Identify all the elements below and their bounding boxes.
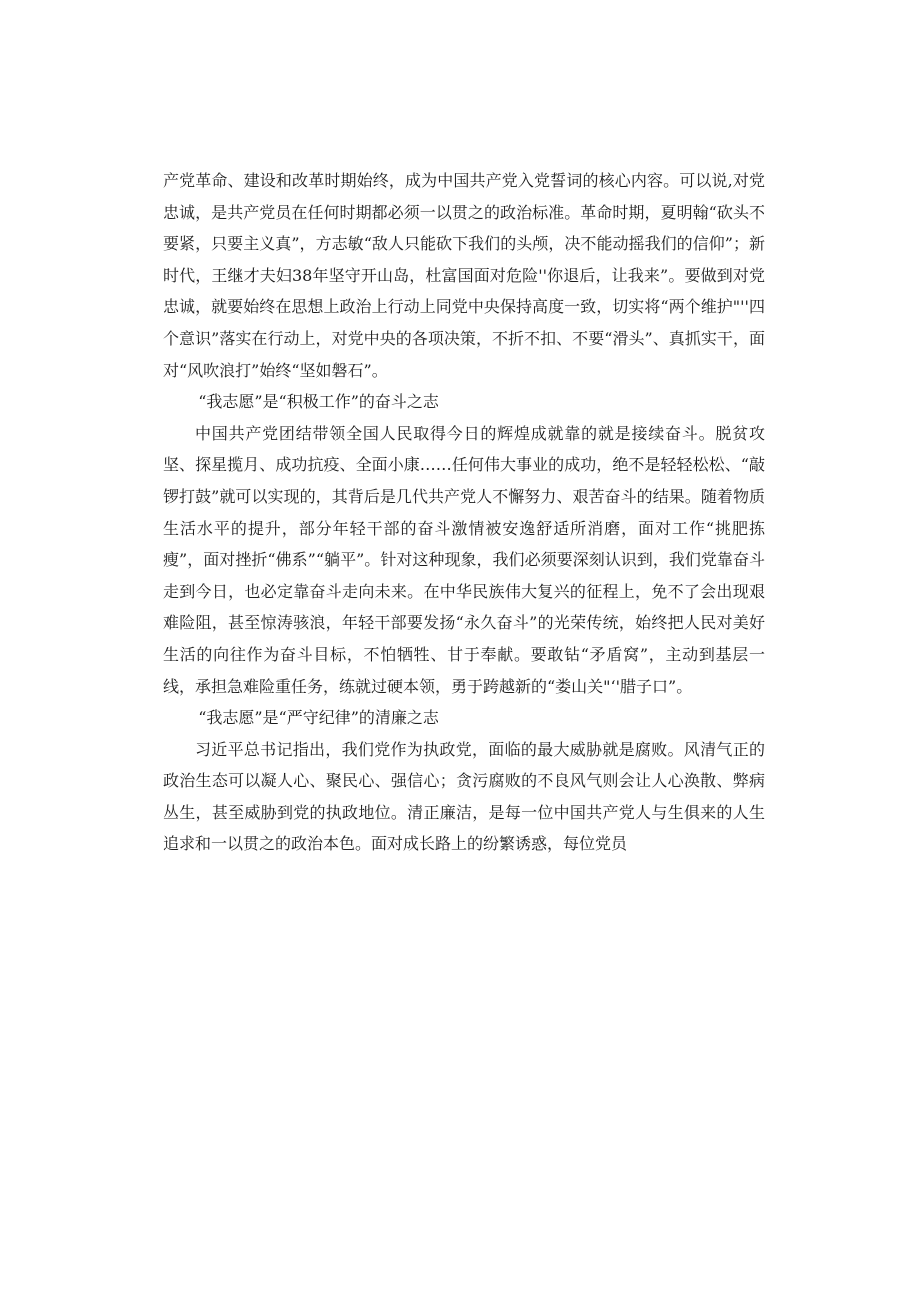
paragraph-struggle: 中国共产党团结带领全国人民取得今日的辉煌成就靠的就是接续奋斗。脱贫攻坚、探星揽月、成功抗疫、全面小康……任何伟大事业的成功，绝不是轻轻松松、“敲锣打鼓”就可以实现的，其背后是几代共产党人不懈努力、艰苦奋斗的结果。随着物质生活水平的提升，部分年轻干部的奋斗激情被安逸舒适所消磨，面对工作“挑肥拣瘦”，面对挫折“佛系”“躺平”。针对这种现象，我们必须要深刻认识到，我们党靠奋斗走到今日，也必定靠奋斗走向未来。在中华民族伟大复兴的征程上，免不了会出现艰难险阻，甚至惊涛骇浪，年轻干部要发扬“永久奋斗”的光荣传统，始终把人民对美好生活的向往作为奋斗目标，不怕牺牲、甘于奉献。要敢钻“矛盾窝”，主动到基层一线，承担急难险重任务，练就过硬本领，勇于跨越新的“娄山关"‘'腊子口”。 — [163, 423, 765, 696]
paragraph-loyalty-continued: 产党革命、建设和改革时期始终，成为中国共产党入党誓词的核心内容。可以说,对党忠诚，是共产党员在任何时期都必须一以贯之的政治标准。革命时期，夏明翰“砍头不要紧，只要主义真”，方志敏“敌人只能砍下我们的头颅，决不能动摇我们的信仰”；新时代，王继才夫妇38年坚守开山岛，杜富国面对危险''你退后，让我来”。要做到对党忠诚，就要始终在思想上政治上行动上同党中央保持高度一致，切实将“两个维护"''四个意识”落实在行动上，对党中央的各项决策，不折不扣、不要“滑头”、真抓实干，面对“风吹浪打”始终“坚如磐石”。 — [163, 171, 765, 380]
section-heading-integrity: “我志愿”是“严守纪律”的清廉之志 — [198, 708, 439, 728]
document-body — [163, 165, 765, 860]
paragraph-integrity: 习近平总书记指出，我们党作为执政党，面临的最大威胁就是腐败。风清气正的政治生态可以凝人心、聚民心、强信心；贪污腐败的不良风气则会让人心涣散、弊病丛生，甚至威胁到党的执政地位。清正廉洁，是每一位中国共产党人与生俱来的人生追求和一以贯之的政治本色。面对成长路上的纷繁诱惑，每位党员 — [163, 739, 765, 854]
section-heading-struggle: “我志愿”是“积极工作”的奋斗之志 — [198, 392, 439, 412]
